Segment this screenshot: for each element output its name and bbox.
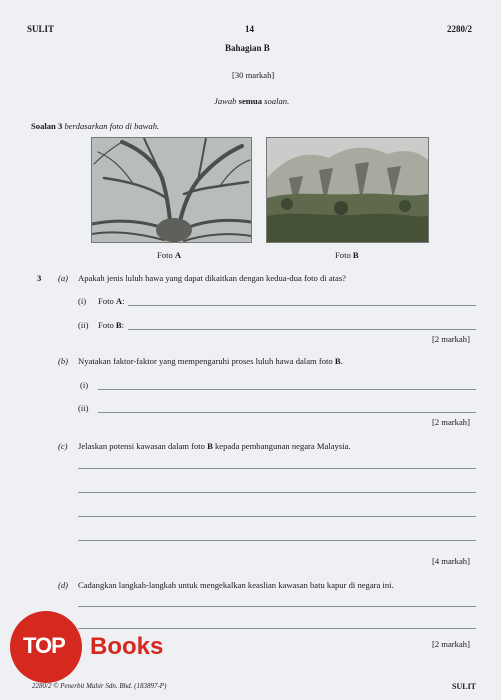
header-left: SULIT bbox=[27, 24, 55, 34]
part-c-question: Jelaskan potensi kawasan dalam foto B kepada pembangunan negara Malaysia. bbox=[78, 441, 351, 451]
part-d-label: (d) bbox=[58, 580, 69, 590]
section-marks: [30 markah] bbox=[232, 70, 275, 80]
answer-line-a-i[interactable] bbox=[128, 305, 476, 306]
part-c-marks: [4 markah] bbox=[432, 556, 470, 566]
answer-line-d-1[interactable] bbox=[78, 606, 476, 607]
header-right: 2280/2 bbox=[447, 24, 473, 34]
section-title: Bahagian B bbox=[225, 43, 270, 53]
footer-copyright: 2280/2 © Penerbit Mahir Sdn. Bhd. (183897-P) bbox=[32, 682, 167, 690]
part-a-ii-prompt: Foto B: bbox=[98, 320, 125, 330]
answer-line-b-ii[interactable] bbox=[98, 412, 476, 413]
part-b-question: Nyatakan faktor-faktor yang mempengaruhi proses luluh hawa dalam foto B. bbox=[78, 356, 343, 366]
page-number: 14 bbox=[245, 24, 254, 34]
tree-roots-illustration bbox=[92, 138, 251, 242]
part-a-i-label: (i) bbox=[78, 296, 87, 306]
footer-sulit: SULIT bbox=[452, 682, 477, 691]
part-a-label: (a) bbox=[58, 273, 69, 283]
limestone-hill-illustration bbox=[267, 138, 428, 242]
answer-line-b-i[interactable] bbox=[98, 389, 476, 390]
answer-line-c-3[interactable] bbox=[78, 516, 476, 517]
logo-top-text: TOP bbox=[23, 633, 65, 658]
part-c-label: (c) bbox=[58, 441, 68, 451]
answer-line-c-1[interactable] bbox=[78, 468, 476, 469]
photo-a bbox=[91, 137, 252, 243]
part-d-marks: [2 markah] bbox=[432, 639, 470, 649]
answer-line-c-4[interactable] bbox=[78, 540, 476, 541]
part-b-marks: [2 markah] bbox=[432, 417, 470, 427]
topbooks-logo bbox=[10, 611, 190, 683]
part-a-ii-label: (ii) bbox=[78, 320, 89, 330]
part-a-question: Apakah jenis luluh hawa yang dapat dikaitkan dengan kedua-dua foto di atas? bbox=[78, 273, 346, 283]
photo-b-caption: Foto B bbox=[335, 250, 359, 260]
answer-line-c-2[interactable] bbox=[78, 492, 476, 493]
part-a-i-prompt: Foto A: bbox=[98, 296, 125, 306]
part-a-marks: [2 markah] bbox=[432, 334, 470, 344]
question-intro: Soalan 3 berdasarkan foto di bawah. bbox=[31, 121, 160, 131]
question-number: 3 bbox=[37, 273, 42, 283]
part-b-label: (b) bbox=[58, 356, 69, 366]
photo-b bbox=[266, 137, 429, 243]
section-instruction: Jawab semua soalan. bbox=[214, 96, 290, 106]
part-b-i-label: (i) bbox=[80, 380, 89, 390]
logo-books-text: Books bbox=[90, 633, 164, 660]
answer-line-a-ii[interactable] bbox=[128, 329, 476, 330]
part-b-ii-label: (ii) bbox=[78, 403, 89, 413]
part-d-question: Cadangkan langkah-langkah untuk mengekalkan keaslian kawasan batu kapur di negara ini. bbox=[78, 580, 394, 590]
photo-a-caption: Foto A bbox=[157, 250, 182, 260]
